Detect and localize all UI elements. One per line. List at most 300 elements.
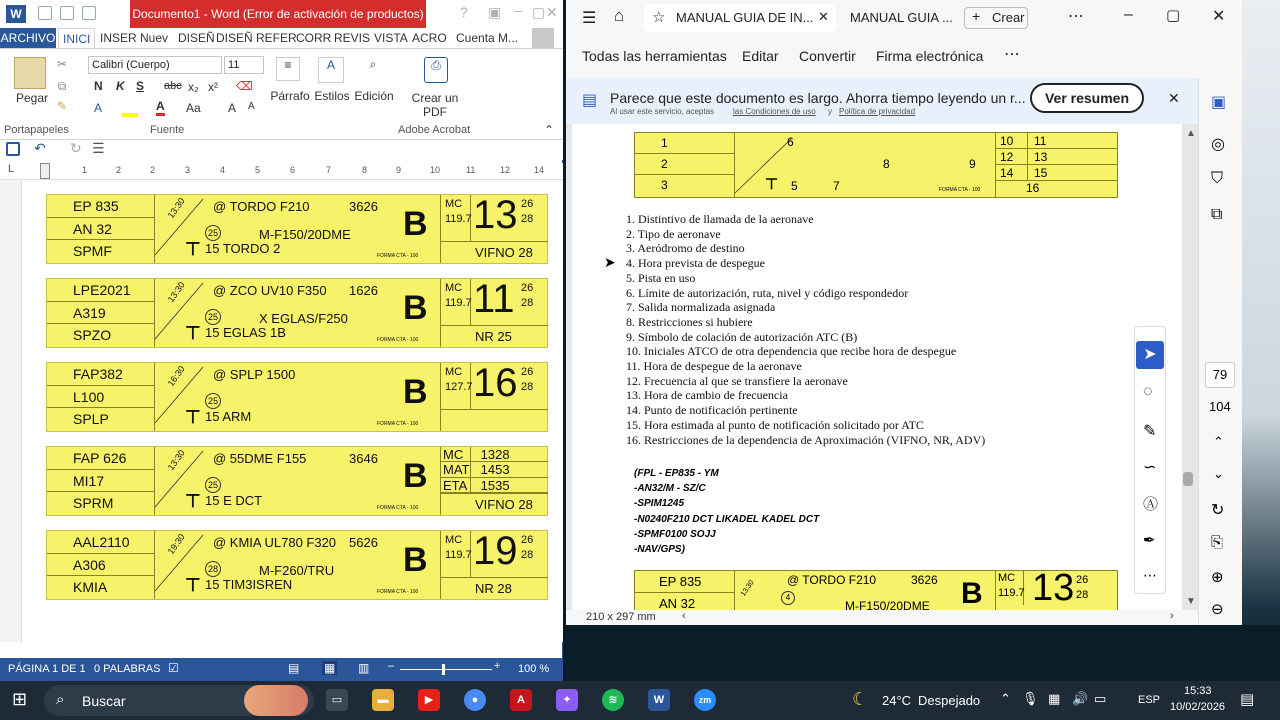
strip-freq-label: MAT xyxy=(443,462,470,478)
pdf-scrollbar-thumb[interactable] xyxy=(1183,472,1193,486)
form-label: FORMA CTA - 100 xyxy=(377,589,419,595)
battery-icon[interactable]: ▭ xyxy=(1094,691,1107,706)
zoom-app-icon[interactable]: zm xyxy=(694,689,716,711)
microphone-icon[interactable]: 🎙 xyxy=(1022,691,1039,706)
form-label: FORMA CTA - 100 xyxy=(377,421,419,427)
grow-font-icon[interactable]: A xyxy=(228,101,237,115)
spotify-icon[interactable]: ≋ xyxy=(602,689,624,711)
strip-route: @ SPLP 1500 xyxy=(213,367,296,382)
list-item: 12. Frecuencia al que se transfiere la aeronave xyxy=(626,373,848,388)
pdf-bottom-strip xyxy=(634,570,1118,610)
highlight-icon[interactable] xyxy=(122,113,138,117)
zoom-slider-thumb[interactable] xyxy=(442,664,445,675)
cut-icon[interactable]: ✂ xyxy=(56,57,68,71)
strip-restriction: NR 28 xyxy=(441,577,548,599)
list-item: 5. Pista en uso xyxy=(626,270,696,285)
more-options-icon[interactable]: ⋯ xyxy=(1068,8,1084,25)
bookmarks-icon[interactable]: ⛉ xyxy=(1211,170,1224,187)
diagram-cell: 13 xyxy=(1034,150,1048,164)
flight-plan-line: -AN32/M - SZ/C xyxy=(634,483,706,495)
zoom-slider[interactable] xyxy=(400,669,492,670)
account-avatar[interactable] xyxy=(532,28,554,48)
zoom-out-icon[interactable]: ⊖ xyxy=(1211,601,1224,618)
sign-icon[interactable]: ✒ xyxy=(1143,532,1156,549)
tab-diseno[interactable]: DISEÑ xyxy=(178,31,215,45)
word-title-bar xyxy=(0,0,563,28)
pdf-toolbar xyxy=(566,36,1242,78)
convert-menu[interactable]: Convertir xyxy=(799,48,856,64)
file-explorer-icon[interactable]: ▬ xyxy=(372,689,394,711)
all-tools-menu[interactable]: Todas las herramientas xyxy=(582,48,727,64)
ruler-number: 9 xyxy=(396,165,402,175)
tab-correspondencia[interactable]: CORR xyxy=(296,31,332,45)
tee-symbol: ⊤ xyxy=(185,491,201,511)
font-size-box[interactable]: 11 xyxy=(224,56,264,74)
strip-freq-label: MC xyxy=(445,366,463,378)
scroll-right-icon[interactable]: › xyxy=(1170,610,1174,622)
tab-insertar[interactable]: INSER xyxy=(100,31,137,45)
strip-value: 1453 xyxy=(480,462,510,478)
strip-freq-label: MC xyxy=(445,198,463,210)
ruler-number: 4 xyxy=(220,165,226,175)
ruler-number: 1 xyxy=(82,165,88,175)
strip-letter: B xyxy=(403,457,428,495)
list-item: 8. Restricciones si hubiere xyxy=(626,314,753,329)
strip-field: SPZO xyxy=(73,327,112,344)
diagram-cell: 3 xyxy=(661,178,668,192)
strip-route: @ KMIA UL780 F320 xyxy=(213,535,337,550)
menu-icon[interactable]: ☰ xyxy=(582,10,597,27)
create-pdf-button[interactable]: Crear un PDF xyxy=(411,91,459,119)
list-item: 6. Límite de autorización, ruta, nivel y código respondedor xyxy=(626,285,909,300)
list-item: 7. Salida normalizada asignada xyxy=(626,300,776,315)
pdf-status-bar xyxy=(566,610,1198,625)
tab-stop-icon[interactable]: L xyxy=(8,163,15,175)
strip-value: 1328 xyxy=(480,447,510,462)
word-count[interactable]: 0 PALABRAS xyxy=(94,663,161,675)
tab-nuevo[interactable]: Nuev xyxy=(140,31,169,45)
font-color-icon[interactable]: A xyxy=(156,99,165,116)
strip-runway: 15 E DCT xyxy=(205,493,263,508)
strip-freq: 119.7 xyxy=(445,213,472,225)
list-item: 9. Símbolo de colación de autorización ATC (B) xyxy=(626,329,858,344)
paste-button[interactable]: Pegar xyxy=(15,91,49,105)
word-maximize-button[interactable]: ▢ xyxy=(532,4,546,20)
strip-route: @ TORDO F210 xyxy=(787,573,877,587)
tray-chevron-icon[interactable]: ⌃ xyxy=(1000,691,1011,706)
strip-big-number: 13 xyxy=(473,193,518,237)
strikethrough-button[interactable]: abc xyxy=(164,80,182,92)
list-item: 3. Aeródromo de destino xyxy=(626,241,745,256)
strip-restriction xyxy=(441,409,548,431)
strip-small-number: 26 xyxy=(521,282,534,294)
pdf-close-button[interactable]: ✕ xyxy=(1212,8,1226,25)
strip-small-number: 28 xyxy=(521,381,534,393)
star-icon[interactable]: ☆ xyxy=(652,9,666,26)
strip-field: AN 32 xyxy=(47,218,154,241)
strip-small-number: 26 xyxy=(1076,574,1089,586)
notifications-icon[interactable]: ▤ xyxy=(1240,691,1255,708)
flight-strip xyxy=(46,362,548,432)
weather-status[interactable]: Despejado xyxy=(918,693,981,708)
strip-field: SPMF xyxy=(73,243,112,260)
strip-runway: 15 TORDO 2 xyxy=(205,241,281,256)
subscript-button[interactable]: x₂ xyxy=(188,80,199,94)
form-label: FORMA CTA - 100 xyxy=(939,187,981,193)
font-group-label: Fuente xyxy=(150,124,185,136)
word-close-button[interactable]: ✕ xyxy=(546,4,558,20)
word-window xyxy=(0,0,563,681)
save-icon[interactable] xyxy=(38,6,52,20)
undo-small-icon[interactable]: ↶ xyxy=(34,140,46,156)
flight-plan-line: -SPIM1245 xyxy=(634,498,685,510)
ribbon-display-icon[interactable]: ▣ xyxy=(488,4,502,20)
pages-icon[interactable]: ⧉ xyxy=(1211,206,1223,223)
rotate-icon[interactable]: ↻ xyxy=(1211,502,1225,519)
strip-aircraft: AN 32 xyxy=(659,596,696,610)
paragraph-icon[interactable]: ≡ xyxy=(276,57,300,81)
strip-altitude: M-F260/TRU xyxy=(259,563,335,578)
strip-circle: 25 xyxy=(205,309,221,325)
strip-time: 13:30 xyxy=(165,279,187,305)
text-effects-icon[interactable]: A xyxy=(94,101,103,115)
acrobat-icon[interactable]: A xyxy=(510,689,532,711)
network-icon[interactable]: ▦ xyxy=(1048,691,1061,706)
account-name[interactable]: Cuenta M... xyxy=(456,31,519,45)
terms-link[interactable]: las Condiciones de uso xyxy=(733,107,816,116)
strip-small-number: 28 xyxy=(521,297,534,309)
strip-freq: 119.7 xyxy=(445,297,472,309)
read-mode-icon[interactable]: ▤ xyxy=(288,661,300,675)
weather-moon-icon: ☾ xyxy=(852,689,869,709)
desktop-background xyxy=(1242,0,1280,690)
strip-code: 3646 xyxy=(349,451,378,466)
strip-time: 13:30 xyxy=(165,195,187,221)
tab-diseno-2[interactable]: DISEÑ xyxy=(216,31,253,45)
ruler-number: 2 xyxy=(150,165,156,175)
diagram-cell: 7 xyxy=(833,179,840,193)
strip-field: EP 835 xyxy=(47,195,154,218)
tee-symbol: ⊤ xyxy=(185,575,201,595)
tee-symbol: ⊤ xyxy=(185,239,201,259)
horizontal-ruler xyxy=(0,163,563,180)
ruler-number: 11 xyxy=(466,165,476,175)
vertical-ruler xyxy=(0,180,22,642)
clipboard-group-label: Portapapeles xyxy=(4,124,69,136)
strip-diagram xyxy=(634,132,1118,198)
edit-menu[interactable]: Editar xyxy=(742,48,779,64)
strip-big-number: 13 xyxy=(1032,570,1075,609)
strip-time: 19:30 xyxy=(165,531,187,557)
page-size: 210 x 297 mm xyxy=(586,611,656,623)
tab-close-icon[interactable]: ✕ xyxy=(818,9,829,24)
list-item: 4. Hora prevista de despegue xyxy=(626,256,765,271)
word-logo-icon[interactable]: W xyxy=(6,5,26,23)
strip-circle: 28 xyxy=(205,561,221,577)
language-indicator[interactable]: ESP xyxy=(1138,694,1161,706)
word-document-page[interactable] xyxy=(22,180,563,642)
strip-letter: B xyxy=(403,289,428,327)
font-name-box[interactable]: Calibri (Cuerpo) xyxy=(88,56,222,74)
strip-field: FAP 626 xyxy=(47,447,154,470)
next-page-icon[interactable]: ⌄ xyxy=(1213,466,1224,481)
strip-code: 1626 xyxy=(349,283,378,298)
scroll-up-icon[interactable]: ▲ xyxy=(1186,128,1196,139)
scroll-left-icon[interactable]: ‹ xyxy=(682,610,686,622)
editing-button[interactable]: Edición xyxy=(354,89,394,103)
word-ribbon xyxy=(0,48,563,140)
browser-tab-bar xyxy=(566,0,1242,36)
zoom-out-icon[interactable]: – xyxy=(388,660,395,672)
list-item: 2. Tipo de aeronave xyxy=(626,226,721,241)
flight-strip xyxy=(46,446,548,516)
strip-field: LPE2021 xyxy=(47,279,154,302)
flight-plan-line: (FPL - EP835 - YM xyxy=(634,468,719,479)
strip-field: SPRM xyxy=(73,495,114,512)
flight-strip xyxy=(46,194,548,264)
ruler-number: 5 xyxy=(255,165,261,175)
tab-revisar[interactable]: REVIS xyxy=(334,31,371,45)
strip-field: KMIA xyxy=(73,579,108,596)
strip-letter: B xyxy=(403,205,428,243)
strip-small-number: 28 xyxy=(521,549,534,561)
ruler-number: 10 xyxy=(430,165,441,175)
home-icon[interactable]: ⌂ xyxy=(614,6,625,25)
clock-date[interactable]: 10/02/2026 xyxy=(1170,701,1226,713)
print-layout-icon[interactable]: ▦ xyxy=(324,661,336,675)
flight-plan-text xyxy=(634,466,819,557)
diagram-cell: 14 xyxy=(996,165,1028,181)
tee-symbol: ⊤ xyxy=(185,407,201,427)
flight-strip xyxy=(46,530,548,600)
flight-plan-line: -SPMF0100 SOJJ xyxy=(634,528,716,540)
e-signature-menu[interactable]: Firma electrónica xyxy=(876,48,984,64)
zoom-in-icon[interactable]: + xyxy=(494,660,501,672)
strip-route: @ 55DME F155 xyxy=(213,451,307,466)
strip-route: @ ZCO UV10 F350 xyxy=(213,283,327,298)
strip-restriction: NR 25 xyxy=(441,325,548,347)
total-pages: 104 xyxy=(1209,399,1231,414)
strip-field: SPLP xyxy=(73,411,109,428)
tab-acrobat[interactable]: ACRO xyxy=(412,31,447,45)
volume-icon[interactable]: 🔊 xyxy=(1072,691,1089,706)
format-painter-icon[interactable]: ✎ xyxy=(56,99,68,113)
diagram-cell: 8 xyxy=(883,157,890,171)
strip-small-number: 26 xyxy=(521,534,534,546)
form-label: FORMA CTA - 100 xyxy=(377,337,419,343)
pdf-minimize-button[interactable]: – xyxy=(1124,6,1133,23)
diagram-cell: 1 xyxy=(635,133,734,154)
list-item: 10. Iniciales ATCO de otra dependencia que recibe hora de despegue xyxy=(626,344,957,359)
temperature[interactable]: 24°C xyxy=(882,693,912,708)
windows-taskbar xyxy=(0,681,1280,720)
banner-terms-text: Al usar este servicio, aceptas xyxy=(610,107,715,116)
list-item: 15. Hora estimada al punto de notificación solicitado por ATC xyxy=(626,417,924,432)
strip-field: AAL2110 xyxy=(47,531,154,554)
ruler-number: 14 xyxy=(534,165,545,175)
undo-icon[interactable] xyxy=(60,6,74,20)
underline-button[interactable]: S xyxy=(136,79,145,93)
flight-strip xyxy=(46,278,548,348)
current-page-input[interactable]: 79 xyxy=(1205,362,1235,388)
windows-start-icon[interactable]: ⊞ xyxy=(12,689,28,709)
bold-button[interactable]: N xyxy=(94,79,103,93)
strip-field: A306 xyxy=(47,554,154,577)
comment-icon[interactable]: ◌ xyxy=(1143,383,1153,400)
flight-plan-line: -N0240F210 DCT LIKADEL KADEL DCT xyxy=(634,513,820,525)
indent-marker[interactable] xyxy=(40,163,50,179)
strip-field: MI17 xyxy=(47,470,154,493)
save-small-icon[interactable] xyxy=(6,142,20,156)
strip-field: FAP382 xyxy=(47,363,154,386)
banner-and-text: y xyxy=(828,107,832,116)
list-item: 13. Hora de cambio de frecuencia xyxy=(626,388,788,403)
privacy-link[interactable]: Política de privacidad xyxy=(839,107,916,116)
list-item: 1. Distintivo de llamada de la aeronave xyxy=(626,212,814,226)
strip-small-number: 28 xyxy=(1076,589,1089,601)
banner-close-icon[interactable]: ✕ xyxy=(1168,90,1180,106)
search-label: Buscar xyxy=(82,693,126,709)
find-binoculars-icon[interactable]: ⌕ xyxy=(369,57,377,71)
help-icon[interactable]: ? xyxy=(460,4,468,20)
youtube-icon[interactable]: ▶ xyxy=(418,689,440,711)
strip-big-number: 16 xyxy=(473,361,518,405)
form-label: FORMA CTA - 100 xyxy=(377,253,419,259)
text-box-icon[interactable]: Ⓐ xyxy=(1143,496,1159,513)
list-icon[interactable]: ☰ xyxy=(92,140,105,156)
zoom-in-icon[interactable]: ⊕ xyxy=(1211,569,1224,586)
pdf-maximize-button[interactable]: ▢ xyxy=(1166,7,1181,24)
strip-runway: 15 EGLAS 1B xyxy=(205,325,286,340)
strip-letter: B xyxy=(403,373,428,411)
word-format-bar xyxy=(0,140,563,160)
tab-manual-2-title[interactable]: MANUAL GUIA ... xyxy=(850,10,953,25)
strip-runway: 15 TIM3ISREN xyxy=(205,577,293,592)
mouse-cursor-icon: ➤ xyxy=(604,254,616,270)
strip-freq: 119.7 xyxy=(998,587,1025,599)
summary-button[interactable]: Ver resumen xyxy=(1030,83,1144,113)
strip-restriction: VIFNO 28 xyxy=(441,241,548,263)
clock-time[interactable]: 15:33 xyxy=(1184,685,1212,697)
more-tools-icon[interactable]: ⋯ xyxy=(1004,46,1020,63)
strip-altitude: M-F150/20DME xyxy=(845,599,930,610)
diagram-cell: 16 xyxy=(1026,181,1040,195)
ruler-number: 3 xyxy=(185,165,191,175)
diagram-cell: 5 xyxy=(791,179,798,193)
chrome-icon[interactable]: ● xyxy=(464,689,486,711)
new-tab-label: Crear xyxy=(992,10,1025,25)
ruler-number: 2 xyxy=(116,165,122,175)
styles-button[interactable]: Estilos xyxy=(314,89,350,103)
pdf-document-view[interactable] xyxy=(566,124,1198,610)
clear-format-icon[interactable]: ⌫ xyxy=(236,79,253,93)
tab-vista[interactable]: VISTA xyxy=(374,31,408,45)
tab-archivo[interactable]: ARCHIVO xyxy=(0,28,56,48)
strip-field: A319 xyxy=(47,302,154,325)
paste-icon[interactable] xyxy=(14,57,46,89)
proofing-icon[interactable]: ☑ xyxy=(168,661,179,675)
comments-icon[interactable]: ◎ xyxy=(1211,136,1225,153)
italic-button[interactable]: K xyxy=(116,79,125,93)
strip-big-number: 11 xyxy=(473,277,515,321)
styles-icon[interactable]: A xyxy=(318,57,344,83)
tab-inicio[interactable]: INICI xyxy=(58,28,95,50)
strip-route: @ TORDO F210 xyxy=(213,199,310,214)
copy-icon[interactable]: ⧉ xyxy=(57,79,67,93)
word-taskbar-icon[interactable]: W xyxy=(648,689,670,711)
strip-freq-label: MC xyxy=(998,572,1016,584)
strip-freq: 127.7 xyxy=(445,381,473,393)
strip-freq: 119.7 xyxy=(445,549,472,561)
adobe-group-label: Adobe Acrobat xyxy=(398,124,471,136)
collapse-ribbon-icon[interactable]: ⌃ xyxy=(544,123,555,137)
shrink-font-icon[interactable]: A xyxy=(248,101,255,112)
strip-circle: 25 xyxy=(205,393,221,409)
copilot-icon[interactable]: ✦ xyxy=(556,689,578,711)
strip-small-number: 28 xyxy=(521,213,534,225)
select-cursor-icon[interactable]: ➤ xyxy=(1136,341,1164,369)
form-label: FORMA CTA - 100 xyxy=(377,505,419,511)
diagram-cell: 6 xyxy=(787,135,794,149)
page-count[interactable]: PÁGINA 1 DE 1 xyxy=(8,663,86,675)
list-item: 16. Restricciones de la dependencia de Aproximación (VIFNO, NR, ADV) xyxy=(626,432,986,447)
word-ribbon-tabs xyxy=(0,28,563,48)
ruler-number: 12 xyxy=(500,165,511,175)
strip-circle: 4 xyxy=(781,591,795,605)
strip-letter: B xyxy=(961,577,983,610)
pdf-right-panel xyxy=(1198,78,1242,625)
scroll-down-icon[interactable]: ▼ xyxy=(1186,596,1196,607)
strip-freq-label: MC xyxy=(445,282,463,294)
strip-code: 3626 xyxy=(349,199,378,214)
diagram-cell: 2 xyxy=(635,154,734,175)
zoom-level[interactable]: 100 % xyxy=(518,663,550,675)
pdf-page xyxy=(572,124,1182,610)
superscript-button[interactable]: x² xyxy=(208,80,218,94)
strip-fields-list xyxy=(626,212,985,447)
strip-small-number: 26 xyxy=(521,198,534,210)
word-window-title: Documento1 - Word (Error de activación de productos) xyxy=(130,0,426,28)
more-annotations-icon[interactable]: ⋯ xyxy=(1143,567,1157,583)
strip-circle: 25 xyxy=(205,225,221,241)
create-pdf-icon[interactable]: ⎙ xyxy=(424,57,448,83)
list-item: 14. Punto de notificación pertinente xyxy=(626,403,798,418)
change-case-icon[interactable]: Aa xyxy=(186,101,201,115)
draw-icon[interactable]: ∽ xyxy=(1143,459,1157,476)
redo-small-icon[interactable]: ↻ xyxy=(70,140,82,156)
strip-altitude: M-F150/20DME xyxy=(259,227,351,242)
paragraph-button[interactable]: Párrafo xyxy=(270,89,310,103)
strip-freq-label: MC xyxy=(445,534,463,546)
tee-symbol: ⊤ xyxy=(185,323,201,343)
list-item: 11. Hora de despegue de la aeronave xyxy=(626,359,802,374)
strip-field: L100 xyxy=(47,386,154,409)
prev-page-icon[interactable]: ⌃ xyxy=(1213,434,1224,449)
highlight-pen-icon[interactable]: ✎ xyxy=(1143,423,1157,440)
export-icon[interactable]: ⎘ xyxy=(1211,534,1224,551)
diagram-cell: 11 xyxy=(1034,134,1047,148)
diagram-col-right xyxy=(995,133,1117,197)
redo-icon[interactable] xyxy=(82,6,96,20)
ai-assistant-icon[interactable]: ▣ xyxy=(1211,94,1227,111)
tab-referencias[interactable]: REFER xyxy=(256,31,297,45)
word-minimize-button[interactable]: – xyxy=(514,2,522,18)
strip-freq-label: MC xyxy=(441,447,471,462)
strip-circle: 25 xyxy=(205,477,221,493)
ruler-number: 6 xyxy=(290,165,296,175)
web-layout-icon[interactable]: ▥ xyxy=(358,661,370,675)
task-view-icon[interactable]: ▭ xyxy=(326,689,348,711)
